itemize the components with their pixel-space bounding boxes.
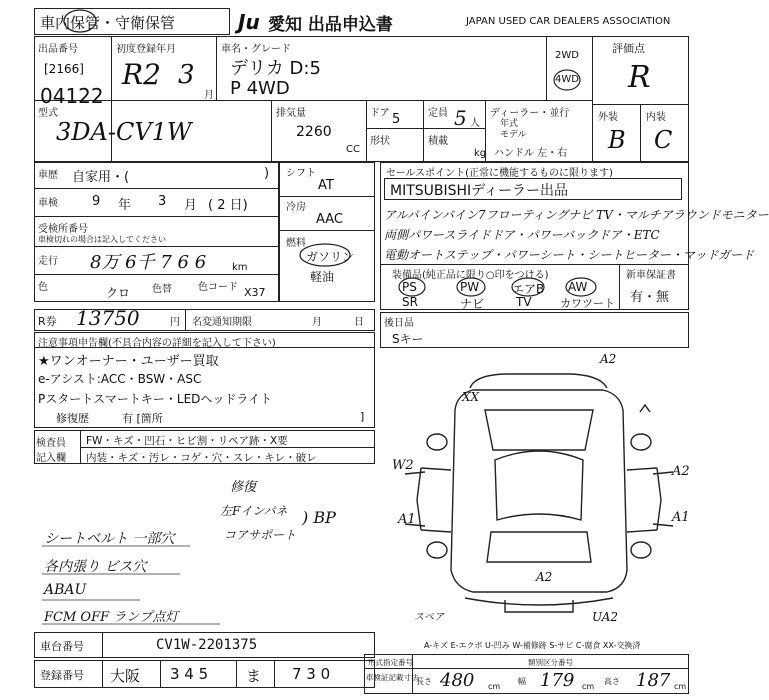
fuel-circle-icon	[298, 242, 355, 268]
rear-value: Sキー	[392, 332, 424, 346]
wid-label: 幅	[518, 677, 526, 686]
ju-logo: Ju	[238, 10, 260, 34]
plate-label: 登録番号	[40, 669, 84, 682]
type-label: 型式	[38, 108, 58, 119]
fuel-alt: 軽油	[310, 270, 335, 284]
score-label: 評価点	[612, 42, 645, 55]
hw-line-1: シートベルト 一部穴	[44, 531, 175, 547]
hei-label: 高さ	[604, 677, 620, 686]
model-label: 車名・グレード	[221, 44, 291, 55]
score-value: R	[628, 60, 651, 95]
inspection-year: 9	[92, 194, 101, 209]
recycle-value: 13750	[76, 306, 140, 330]
dims-label: 車検証記載寸法	[366, 673, 419, 682]
equip-cassette: カワツート	[560, 297, 615, 310]
plate-area: 大阪	[110, 667, 141, 685]
mark-a2-top: A2	[600, 352, 617, 366]
chassis-label: 車台番号	[40, 640, 84, 653]
inspection-month: 3	[158, 194, 167, 209]
mileage-value: 8万 6千 7 6 6	[90, 252, 207, 273]
mark-xx: XX	[462, 390, 480, 404]
interior-label: 内装	[646, 112, 666, 123]
repair-close: ]	[360, 410, 365, 423]
deadline-label: 名変通知期限	[192, 317, 252, 328]
equipment-label: 装備品(純正品に限り○印をつける)	[392, 270, 549, 281]
fuel-value: ガソリン	[306, 250, 355, 264]
inspector-row-2: 内装・キズ・汚レ・コゲ・穴・スレ・キレ・破レ	[86, 452, 317, 464]
hw-line-2: 各内張り ビス穴	[44, 559, 147, 575]
repair-location: 有 [箇所	[122, 412, 163, 425]
mark-ua2: UA2	[592, 610, 619, 624]
shift-label: シフト	[286, 168, 316, 179]
plate-class: 3 4 5	[170, 665, 209, 683]
selling-line-2: 両側パワースライドドア・パワーバックドア・ETC	[384, 228, 660, 242]
recycle-unit: 円	[170, 317, 180, 328]
repair-label: 修復歴	[56, 412, 89, 425]
notes-line-1: ★ワンオーナー・ユーザー買取	[38, 354, 219, 369]
dims-type-label: 形式指定番号	[368, 658, 413, 667]
storage-text: 車内保管・守衛保管	[40, 14, 176, 32]
deadline-month: 月	[312, 317, 322, 328]
first-reg-label: 初度登録年月	[116, 44, 176, 55]
mark-w2: W2	[392, 458, 414, 473]
mark-spare: スペア	[414, 612, 444, 623]
history-close: )	[264, 166, 270, 181]
mark-a1-right: A1	[672, 510, 690, 525]
displacement-value: 2260	[296, 124, 332, 140]
fuel-label: 燃料	[286, 238, 306, 249]
equip-tv: TV	[516, 295, 532, 309]
equip-aw: AW	[568, 280, 588, 294]
association-name: JAPAN USED CAR DEALERS ASSOCIATION	[466, 16, 671, 27]
drive-4wd: 4WD	[555, 74, 579, 85]
dims-cat-label: 類別区分番号	[528, 658, 573, 667]
notes-label: 注意事項申告欄(不具合内容の詳細を記入して下さい)	[38, 338, 276, 349]
model-year-label: モデル	[500, 130, 527, 140]
notes-line-2: e-アシスト:ACC・BSW・ASC	[38, 372, 202, 386]
selling-line-1: アルパインバイン7フローティングナビ TV・マルチアラウンドモニター	[384, 208, 769, 222]
deadline-day: 日	[354, 317, 364, 328]
hw-line-3: ABAU	[44, 582, 87, 598]
year-label: 年式	[500, 119, 519, 129]
aircon-label: 冷房	[286, 202, 306, 213]
type-value: 3DA-CV1W	[56, 118, 192, 146]
len-unit: cm	[488, 682, 501, 691]
history-label: 車歴	[38, 170, 58, 181]
recycle-label: R券	[38, 315, 57, 328]
equip-sr: SR	[402, 295, 418, 309]
warranty-value: 有・無	[630, 290, 670, 305]
mileage-label: 走行	[38, 256, 58, 267]
circle-mark-icon	[62, 8, 98, 34]
lot-sub: [2166]	[44, 62, 84, 76]
drive-2wd: 2WD	[555, 50, 579, 61]
model-grade: P 4WD	[230, 78, 290, 99]
first-reg-month: 月	[204, 90, 214, 101]
equip-circles-icon	[396, 276, 616, 298]
wid-value: 179	[540, 670, 575, 691]
hw-line-4: FCM OFF ランプ点灯	[44, 610, 179, 625]
capacity-value: 5	[454, 106, 467, 130]
hw-panel: 左Fインパネ	[220, 504, 288, 518]
receipt-note: 車検切れの場合は記入してください	[38, 235, 166, 244]
model-name: デリカ D:5	[230, 58, 321, 79]
doors-label: ドア	[370, 108, 390, 119]
receipt-label: 受検所番号	[38, 224, 88, 235]
chassis-value: CV1W-2201375	[156, 637, 258, 653]
mileage-unit: km	[232, 262, 248, 273]
dealer-line: MITSUBISHIディーラー出品	[390, 183, 569, 199]
inspector-row-1: FW・キズ・凹石・ヒビ割・リペア跡・X要	[86, 435, 288, 447]
color-code: X37	[244, 286, 266, 299]
color-value: クロ	[106, 286, 131, 300]
inspection-label: 車検	[38, 198, 58, 209]
hw-repair: 修復	[230, 480, 257, 495]
plate-kana: ま	[246, 667, 262, 685]
exterior-value: B	[608, 126, 626, 154]
inspection-y: 年	[118, 198, 132, 213]
warranty-label: 新車保証書	[626, 270, 676, 281]
inspection-day: ( 2 日)	[208, 198, 248, 213]
mark-a2-right: A2	[672, 464, 690, 479]
load-label: 積載	[428, 136, 448, 147]
plate-number: 7 3 0	[292, 665, 331, 683]
handle-label: ハンドル 左・右	[494, 148, 568, 159]
inspector-sub: 記入欄	[36, 453, 66, 464]
hw-underlines	[40, 540, 340, 630]
len-value: 480	[440, 670, 475, 691]
selling-points-label: セールスポイント(正常に機能するものに限ります)	[386, 168, 613, 179]
equip-navi: ナビ	[460, 297, 485, 311]
lot-number: 04122	[40, 84, 104, 108]
shift-value: AT	[318, 178, 334, 193]
shape-label: 形状	[370, 136, 390, 147]
first-reg-era: R2	[122, 58, 161, 91]
exterior-label: 外装	[598, 112, 618, 123]
form-title: 愛知 出品申込書	[268, 15, 393, 35]
capacity-label: 定員	[428, 108, 448, 119]
mark-a2-bottom: A2	[536, 570, 553, 584]
color-code-label: 色コード	[198, 282, 238, 293]
mark-a1-left: A1	[398, 512, 416, 527]
inspection-m: 月	[184, 198, 198, 213]
hw-support: コアサポート	[224, 528, 297, 542]
equip-ps: PS	[402, 280, 417, 294]
aircon-value: AAC	[316, 212, 343, 227]
hei-value: 187	[636, 670, 671, 691]
wid-unit: cm	[582, 682, 595, 691]
history-value: 自家用・(	[72, 170, 130, 185]
inspector-label: 検査員	[36, 438, 66, 449]
rear-label: 後日品	[384, 318, 414, 329]
len-label: 長さ	[416, 677, 432, 686]
doors-value: 5	[392, 112, 401, 127]
first-reg-year: 3	[178, 60, 195, 90]
drive-circle-icon	[552, 68, 582, 92]
rear-item-box	[380, 312, 689, 348]
displacement-label: 排気量	[276, 108, 306, 119]
selling-line-3: 電動オートステップ・パワーシート・シートヒーター・マッドガード	[384, 248, 755, 262]
color-label: 色	[38, 282, 48, 293]
interior-value: C	[654, 126, 673, 154]
hw-bp: ) BP	[302, 508, 336, 527]
equip-airbag: エアB	[512, 282, 545, 296]
notes-line-3: Pスタートスマートキー・LEDヘッドライト	[38, 392, 273, 406]
lot-label: 出品番号	[38, 44, 78, 55]
displacement-unit: CC	[346, 144, 360, 155]
capacity-unit: 人	[470, 118, 480, 129]
hei-unit: cm	[674, 682, 687, 691]
damage-legend: A-キズ E-エクボ U-凹み W-補修跡 S-サビ C-腐食 XX-交換済	[424, 641, 641, 650]
color-change-label: 色替	[152, 284, 172, 295]
dealer-label: ディーラー・並行	[490, 108, 570, 119]
load-unit: kg	[474, 148, 487, 159]
equip-pw: PW	[460, 280, 480, 294]
